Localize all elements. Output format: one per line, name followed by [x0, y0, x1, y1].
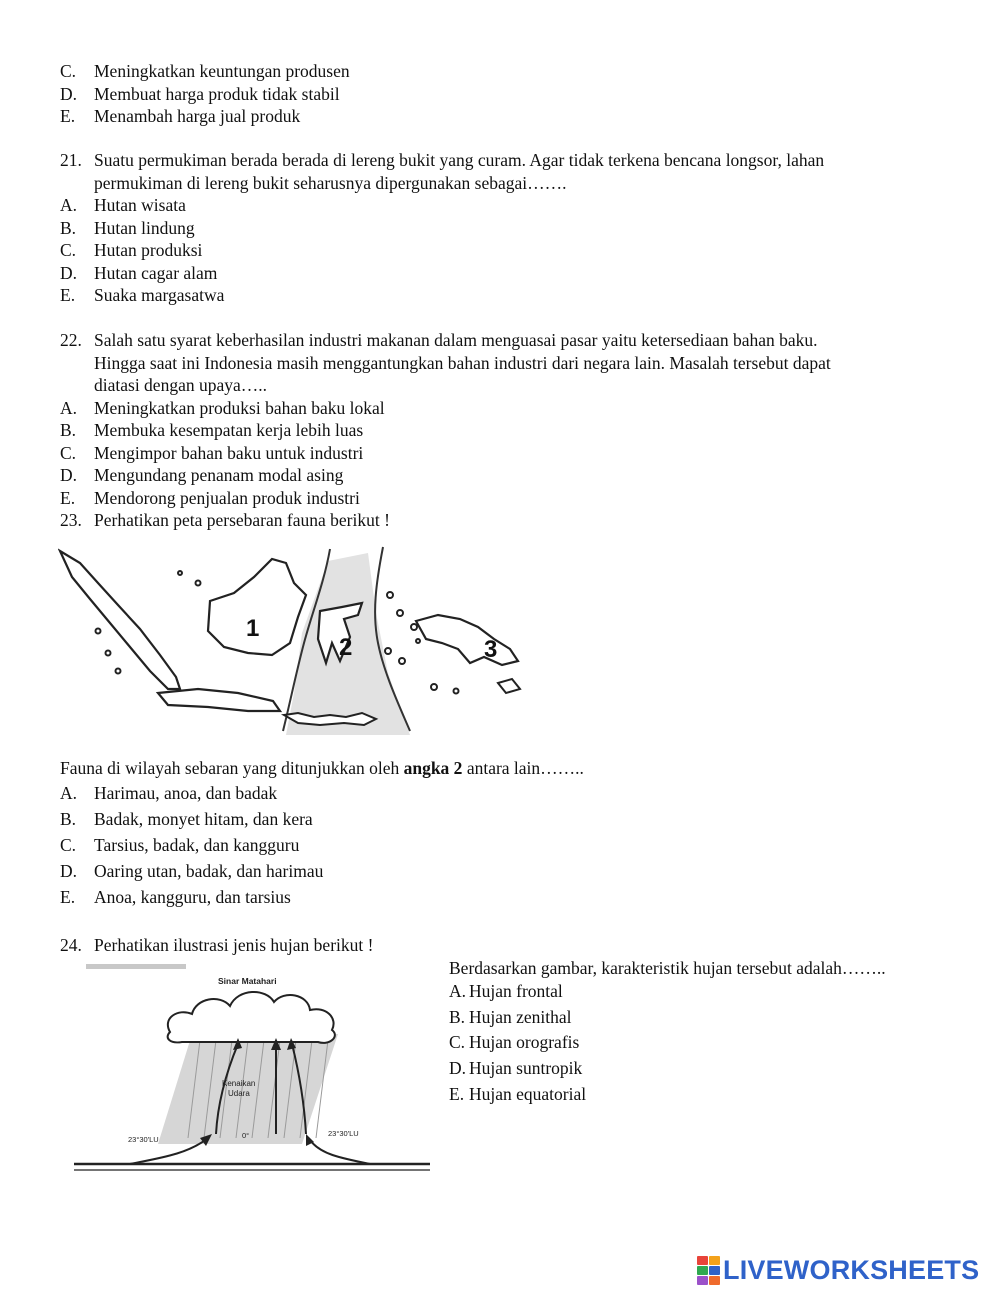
question-21-stem: 21. Suatu permukiman berada berada di lereng bukit yang curam. Agar tidak terkena bencana longsor, lahan permukiman di lereng bukit seharusnya dipergunakan sebagai…….: [60, 150, 825, 193]
q21-option-d[interactable]: D. Hutan cagar alam: [60, 262, 218, 283]
map-label-2: 2: [339, 634, 353, 661]
q24-option-e[interactable]: E. Hujan equatorial: [449, 1083, 587, 1104]
question-23-stem: 23. Perhatikan peta persebaran fauna berikut !: [60, 510, 390, 530]
q21-option-b[interactable]: B. Hutan lindung: [60, 217, 195, 238]
q23-option-d[interactable]: D. Oaring utan, badak, dan harimau: [60, 861, 324, 881]
liveworksheets-logo[interactable]: [697, 1255, 979, 1285]
question-23: [60, 757, 940, 912]
option-e[interactable]: E. Menambah harga jual produk: [60, 106, 301, 126]
q24-option-b[interactable]: B. Hujan zenithal: [449, 1006, 572, 1027]
question-23-prompt: Fauna di wilayah sebaran yang ditunjukkan oleh angka 2 antara lain……..: [60, 758, 584, 778]
logo-mark-icon: [697, 1256, 720, 1285]
fauna-distribution-map: [58, 543, 533, 735]
rain-illustration: [70, 958, 435, 1186]
q22-option-b[interactable]: B. Membuka kesempatan kerja lebih luas: [60, 420, 364, 440]
q24-option-d[interactable]: D. Hujan suntropik: [449, 1058, 583, 1079]
nusa-tenggara-islands: [284, 713, 376, 725]
q24-option-a[interactable]: A. Hujan frontal: [449, 981, 563, 1001]
option-d[interactable]: D. Membuat harga produk tidak stabil: [60, 83, 340, 104]
q21-option-e[interactable]: E. Suaka margasatwa: [60, 285, 225, 305]
q22-option-e[interactable]: E. Mendorong penjualan produk industri: [60, 487, 360, 508]
previous-question-options: [60, 60, 940, 128]
q23-option-c[interactable]: C. Tarsius, badak, dan kangguru: [60, 835, 300, 855]
right-latitude-label: 23°30'LU: [328, 1129, 359, 1138]
q22-option-d[interactable]: D. Mengundang penanam modal asing: [60, 465, 344, 485]
left-latitude-label: 23°30'LU: [128, 1135, 159, 1144]
rise-label-1: Kenaikan: [222, 1079, 256, 1088]
q21-option-c[interactable]: C. Hutan produksi: [60, 240, 203, 260]
q22-option-a[interactable]: A. Meningkatkan produksi bahan baku lokal: [60, 397, 385, 418]
center-latitude-label: 0°: [242, 1131, 250, 1140]
question-24-options: [449, 957, 969, 1108]
sun-label: Sinar Matahari: [218, 976, 277, 986]
brand-name: LIVEWORKSHEETS: [723, 1254, 980, 1285]
q22-option-c[interactable]: C. Mengimpor bahan baku untuk industri: [60, 442, 364, 463]
q23-option-e[interactable]: E. Anoa, kangguru, dan tarsius: [60, 887, 291, 907]
map-label-3: 3: [484, 636, 498, 663]
question-24-stem: 24. Perhatikan ilustrasi jenis hujan berikut !: [60, 935, 374, 955]
question-24: [60, 934, 940, 957]
question-21: [60, 149, 940, 307]
option-c[interactable]: C. Meningkatkan keuntungan produsen: [60, 61, 350, 81]
rise-label-2: Udara: [228, 1089, 250, 1098]
q23-option-b[interactable]: B. Badak, monyet hitam, dan kera: [60, 809, 313, 829]
question-22: [60, 329, 940, 532]
map-label-1: 1: [246, 615, 260, 642]
question-24-prompt: Berdasarkan gambar, karakteristik hujan tersebut adalah……..: [449, 958, 886, 978]
question-22-stem: 22. Salah satu syarat keberhasilan industri makanan dalam menguasai pasar yaitu ketersediaan bahan baku. Hingga saat ini Indonesia masih menggantungkan bahan industri dari negara lain. Masalah tersebut dapat diatasi dengan upaya…..: [60, 330, 831, 395]
q21-option-a[interactable]: A. Hutan wisata: [60, 195, 186, 215]
q24-option-c[interactable]: C. Hujan orografis: [449, 1032, 580, 1053]
q23-option-a[interactable]: A. Harimau, anoa, dan badak: [60, 783, 278, 803]
